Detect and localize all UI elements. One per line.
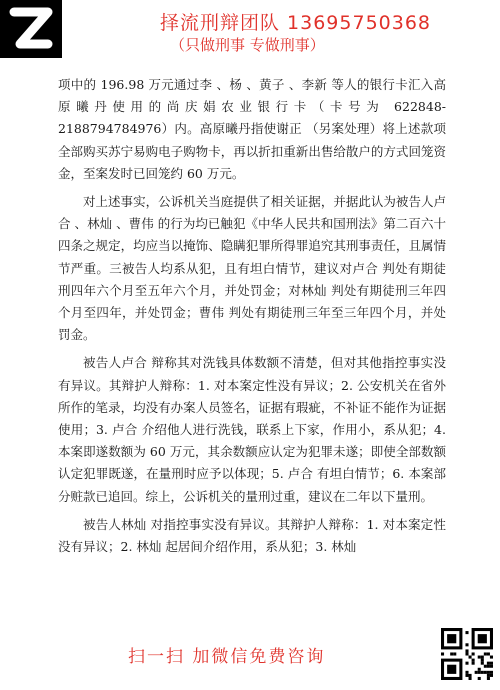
header-title: 择流刑辩团队 13695750368 — [160, 12, 432, 34]
z-logo-icon — [0, 0, 62, 58]
header-subtitle: （只做刑事 专做刑事） — [170, 36, 325, 54]
paragraph-4: 被告人林灿 对指控事实没有异议。其辩护人辩称：1. 对本案定性没有异议；2. 林灿 起居间介绍作用，系从犯；3. 林灿 — [58, 516, 446, 555]
paragraph-3: 被告人卢合 辩称其对洗钱具体数额不清楚，但对其他指控事实没有异议。其辩护人辩称：1. 对本案定性没有异议；2. 公安机关在省外所作的笔录，均没有办案人员签名，证据有瑕疵，不补证不能作为证据使用；3. 卢合 介绍他人进行洗钱，联系上下家，作用小，系从犯；4. 本案即遂数额为 60 万元，其余数额应认定为犯罪未遂；即使全部数额认定犯罪既遂，在量刑时应予以体现；5. 卢合 有坦白情节；6. 本案部分赃款已追回。综上，公诉机关的量刑过重，建议在二年以下量刑。 — [58, 355, 446, 504]
paragraph-1: 项中的 196.98 万元通过李 、杨 、黄子 、李新 等人的银行卡汇入高原曦丹使用的尚庆娟农业银行卡（卡号为 622848-2188794784976）内。高原曦丹指使谢正 （另案处理）将上述款项全部购买苏宁易购电子购物卡，再以折扣重新出售给散户的方式回笼资金，至案发时已回笼约 60 万元。 — [58, 77, 446, 181]
qr-code-icon[interactable] — [441, 628, 493, 680]
document-body — [58, 74, 446, 564]
paragraph-2: 对上述事实，公诉机关当庭提供了相关证据，并据此认为被告人卢合 、林灿 、曹伟 的行为均已触犯《中华人民共和国刑法》第二百六十四条之规定，均应当以掩饰、隐瞒犯罪所得罪追究其刑事责任，且属情节严重。三被告人均系从犯，且有坦白情节，建议对卢合 判处有期徒刑四年六个月至五年六个月，并处罚金；对林灿 判处有期徒刑三年四个月至四年，并处罚金；曹伟 判处有期徒刑三年至三年四个月，并处罚金。 — [58, 194, 446, 343]
wechat-consult-cta: 扫一扫 加微信免费咨询 — [128, 647, 326, 667]
